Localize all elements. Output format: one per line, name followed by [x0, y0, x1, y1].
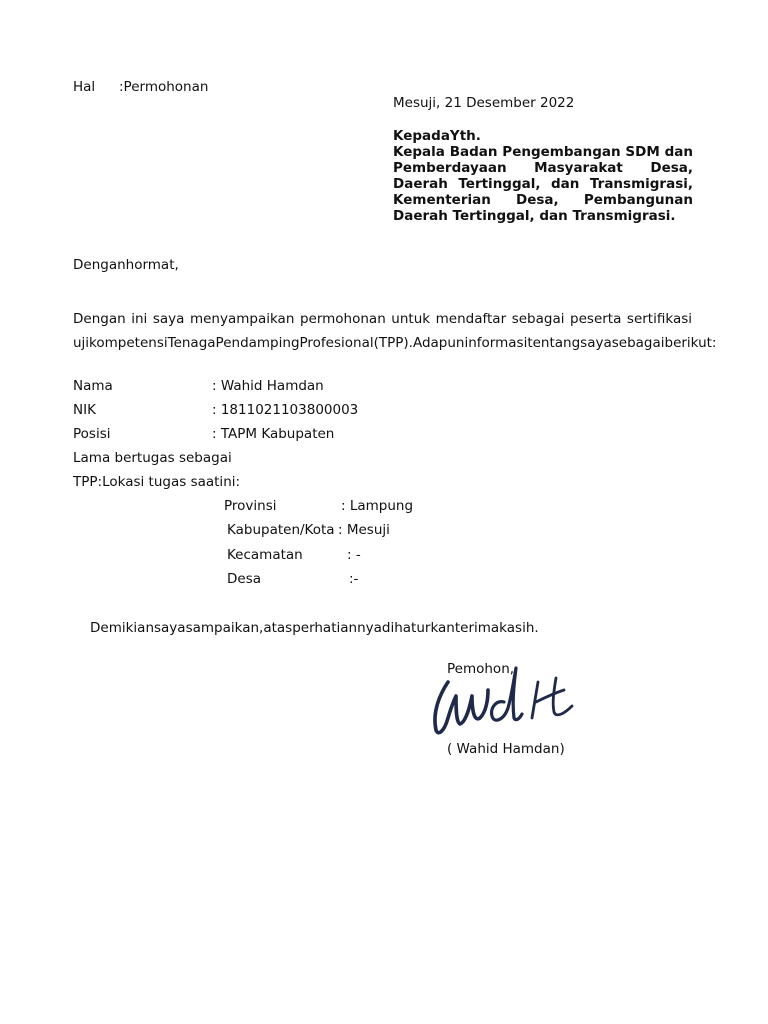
closing-text: Demikiansayasampaikan,atasperhatiannyadihaturkanterimakasih.	[90, 620, 539, 636]
signer-name: ( Wahid Hamdan)	[447, 741, 565, 757]
provinsi-label: Provinsi	[224, 498, 277, 514]
posisi-value: : TAPM Kabupaten	[212, 426, 335, 442]
posisi-label: Posisi	[73, 426, 111, 442]
nama-value: : Wahid Hamdan	[212, 378, 324, 394]
kecamatan-label: Kecamatan	[227, 547, 303, 563]
kecamatan-value: : -	[347, 547, 361, 563]
handwritten-signature	[426, 660, 586, 740]
kabupaten-label: Kabupaten/Kota	[227, 522, 335, 538]
nama-label: Nama	[73, 378, 113, 394]
desa-label: Desa	[227, 571, 262, 587]
intro-paragraph: Dengan ini saya menyampaikan permohonan untuk mendaftar sebagai peserta sertifikasi ujikompetensiTenagaPendampingProfesional(TPP).Adapuninformasitentangsayasebagaiberikut:	[73, 311, 717, 351]
greeting: Denganhormat,	[73, 257, 179, 273]
recipient-block	[393, 128, 693, 224]
lama-bertugas-label: Lama bertugas sebagai	[73, 450, 232, 466]
kabupaten-value: : Mesuji	[338, 522, 390, 538]
subject-label: Hal	[73, 79, 96, 95]
provinsi-value: : Lampung	[341, 498, 414, 514]
subject-value: :Permohonan	[119, 79, 209, 95]
lokasi-tugas-label: TPP:Lokasi tugas saatini:	[73, 474, 241, 490]
applicant-label: Pemohon,	[447, 661, 515, 677]
desa-value: :-	[349, 571, 359, 587]
letter-date: Mesuji, 21 Desember 2022	[393, 95, 575, 111]
recipient-address: Kepala Badan Pengembangan SDM dan Pemberdayaan Masyarakat Desa, Daerah Tertinggal, dan Transmigrasi, Kementerian Desa, Pembangunan Daerah Tertinggal, dan Transmigrasi.	[393, 144, 693, 224]
recipient-salutation: KepadaYth.	[393, 128, 481, 144]
nik-label: NIK	[73, 402, 96, 418]
nik-value: : 1811021103800003	[212, 402, 359, 418]
